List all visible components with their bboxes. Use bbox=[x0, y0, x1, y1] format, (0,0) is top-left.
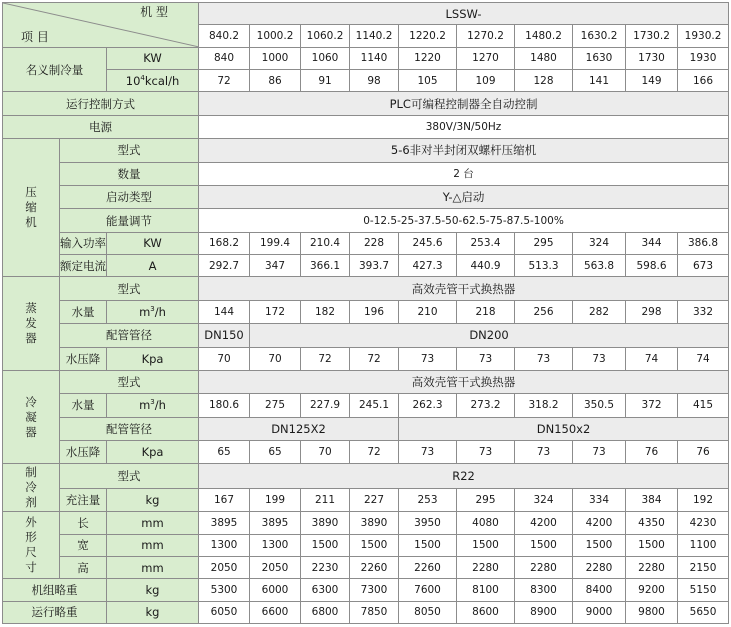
value-cell: 8400 bbox=[573, 579, 626, 601]
value-cell: 1500 bbox=[301, 534, 350, 556]
value-cell: 3950 bbox=[399, 512, 457, 534]
value-cell: 109 bbox=[457, 70, 515, 92]
value-cell: 1100 bbox=[678, 534, 729, 556]
value-cell: 840.2 bbox=[199, 25, 250, 47]
refrigerant-group-label: 制 冷 剂 bbox=[3, 464, 60, 512]
value-cell: 218 bbox=[457, 300, 515, 323]
value-cell: 167 bbox=[199, 488, 250, 511]
value-cell: 199.4 bbox=[250, 232, 301, 254]
value-cell: 513.3 bbox=[515, 255, 573, 277]
dim-width-unit: mm bbox=[107, 534, 199, 556]
refrigerant-charge-label: 充注量 bbox=[60, 488, 107, 511]
value-cell: 73 bbox=[457, 347, 515, 370]
value-cell: 73 bbox=[399, 347, 457, 370]
evaporator-flow-row bbox=[3, 300, 729, 323]
run-weight-label: 运行略重 bbox=[3, 601, 107, 623]
condenser-flow-unit: $m^3/h$ bbox=[107, 394, 199, 417]
value-cell: 72 bbox=[301, 347, 350, 370]
value-cell: 70 bbox=[250, 347, 301, 370]
refrigerant-type-label: 型式 bbox=[60, 464, 199, 488]
dim-length-unit: mm bbox=[107, 512, 199, 534]
compressor-group-label: 压 缩 机 bbox=[3, 139, 60, 277]
value-cell: 1480 bbox=[515, 47, 573, 69]
refrigerant-charge-unit: kg bbox=[107, 488, 199, 511]
condenser-flow-row bbox=[3, 394, 729, 417]
condenser-drop-unit: Kpa bbox=[107, 441, 199, 464]
value-cell: 1930 bbox=[678, 47, 729, 69]
value-cell: 128 bbox=[515, 70, 573, 92]
compressor-start-row bbox=[3, 185, 729, 208]
compressor-input-row bbox=[3, 232, 729, 254]
value-cell: 98 bbox=[350, 70, 399, 92]
compressor-input-label: 输入功率 bbox=[60, 232, 107, 254]
condenser-pipe-row bbox=[3, 417, 729, 440]
dim-height-label: 高 bbox=[60, 556, 107, 578]
value-cell: 295 bbox=[457, 488, 515, 511]
value-cell: 2050 bbox=[199, 556, 250, 578]
dim-width-label: 宽 bbox=[60, 534, 107, 556]
evaporator-pipe-row bbox=[3, 324, 729, 347]
value-cell: 8050 bbox=[399, 601, 457, 623]
capacity-label: 名义制冷量 bbox=[3, 47, 107, 92]
value-cell: 318.2 bbox=[515, 394, 573, 417]
evaporator-pipe-first: DN150 bbox=[199, 324, 250, 347]
value-cell: 2280 bbox=[573, 556, 626, 578]
dim-length-label: 长 bbox=[60, 512, 107, 534]
compressor-type-value: 5-6非对半封闭双螺杆压缩机 bbox=[199, 139, 729, 162]
value-cell: 1930.2 bbox=[678, 25, 729, 47]
value-cell: 192 bbox=[678, 488, 729, 511]
value-cell: 72 bbox=[350, 441, 399, 464]
condenser-pipe-b: DN150x2 bbox=[399, 417, 729, 440]
compressor-current-unit: A bbox=[107, 255, 199, 277]
run-weight-row bbox=[3, 601, 729, 623]
value-cell: 74 bbox=[626, 347, 678, 370]
value-cell: 1630 bbox=[573, 47, 626, 69]
value-cell: 1500 bbox=[457, 534, 515, 556]
evaporator-flow-label: 水量 bbox=[60, 300, 107, 323]
refrigerant-type-row bbox=[3, 464, 729, 488]
condenser-pipe-a: DN125X2 bbox=[199, 417, 399, 440]
value-cell: 262.3 bbox=[399, 394, 457, 417]
control-value: PLC可编程控制器全自动控制 bbox=[199, 92, 729, 115]
value-cell: 168.2 bbox=[199, 232, 250, 254]
value-cell: 1220 bbox=[399, 47, 457, 69]
value-cell: 6300 bbox=[301, 579, 350, 601]
evaporator-pipe-label: 配管管径 bbox=[60, 324, 199, 347]
compressor-start-value: Y-△启动 bbox=[199, 185, 729, 208]
value-cell: 1500 bbox=[515, 534, 573, 556]
value-cell: 2230 bbox=[301, 556, 350, 578]
spec-table bbox=[2, 2, 729, 624]
value-cell: 70 bbox=[199, 347, 250, 370]
condenser-drop-row bbox=[3, 441, 729, 464]
value-cell: 6000 bbox=[250, 579, 301, 601]
value-cell: 1500 bbox=[350, 534, 399, 556]
value-cell: 5650 bbox=[678, 601, 729, 623]
value-cell: 1480.2 bbox=[515, 25, 573, 47]
evaporator-drop-unit: Kpa bbox=[107, 347, 199, 370]
value-cell: 4080 bbox=[457, 512, 515, 534]
power-label: 电源 bbox=[3, 115, 199, 138]
value-cell: 8900 bbox=[515, 601, 573, 623]
value-cell: 141 bbox=[573, 70, 626, 92]
compressor-qty-label: 数量 bbox=[60, 162, 199, 185]
capacity-kw-unit: KW bbox=[107, 47, 199, 69]
compressor-start-label: 启动类型 bbox=[60, 185, 199, 208]
condenser-type-row bbox=[3, 370, 729, 393]
value-cell: 282 bbox=[573, 300, 626, 323]
value-cell: 1220.2 bbox=[399, 25, 457, 47]
value-cell: 7600 bbox=[399, 579, 457, 601]
value-cell: 245.6 bbox=[399, 232, 457, 254]
value-cell: 840 bbox=[199, 47, 250, 69]
value-cell: 72 bbox=[199, 70, 250, 92]
evaporator-group-label: 蒸 发 器 bbox=[3, 277, 60, 371]
condenser-type-label: 型式 bbox=[60, 370, 199, 393]
power-row bbox=[3, 115, 729, 138]
value-cell: 1270.2 bbox=[457, 25, 515, 47]
value-cell: 598.6 bbox=[626, 255, 678, 277]
value-cell: 1000.2 bbox=[250, 25, 301, 47]
value-cell: 228 bbox=[350, 232, 399, 254]
condenser-flow-label: 水量 bbox=[60, 394, 107, 417]
value-cell: 2280 bbox=[457, 556, 515, 578]
value-cell: 73 bbox=[515, 441, 573, 464]
control-label: 运行控制方式 bbox=[3, 92, 199, 115]
value-cell: 6050 bbox=[199, 601, 250, 623]
value-cell: 5300 bbox=[199, 579, 250, 601]
dim-height-row bbox=[3, 556, 729, 578]
unit-weight-row bbox=[3, 579, 729, 601]
value-cell: 295 bbox=[515, 232, 573, 254]
header-corner-cell bbox=[3, 3, 199, 48]
capacity-kcal-unit: $10^4kcal/h$ bbox=[107, 70, 199, 92]
value-cell: 6800 bbox=[301, 601, 350, 623]
value-cell: 3895 bbox=[199, 512, 250, 534]
value-cell: 196 bbox=[350, 300, 399, 323]
value-cell: 1500 bbox=[626, 534, 678, 556]
value-cell: 144 bbox=[199, 300, 250, 323]
value-cell: 1140.2 bbox=[350, 25, 399, 47]
value-cell: 2260 bbox=[399, 556, 457, 578]
evaporator-type-value: 高效壳管干式换热器 bbox=[199, 277, 729, 300]
dimensions-group-label: 外 形 尺 寸 bbox=[3, 512, 60, 579]
value-cell: 76 bbox=[678, 441, 729, 464]
value-cell: 1730.2 bbox=[626, 25, 678, 47]
value-cell: 384 bbox=[626, 488, 678, 511]
compressor-current-label: 额定电流 bbox=[60, 255, 107, 277]
value-cell: 366.1 bbox=[301, 255, 350, 277]
condenser-group-label: 冷 凝 器 bbox=[3, 370, 60, 464]
value-cell: 673 bbox=[678, 255, 729, 277]
refrigerant-charge-row bbox=[3, 488, 729, 511]
value-cell: 7300 bbox=[350, 579, 399, 601]
value-cell: 227.9 bbox=[301, 394, 350, 417]
dim-width-row bbox=[3, 534, 729, 556]
value-cell: 1300 bbox=[250, 534, 301, 556]
value-cell: 253.4 bbox=[457, 232, 515, 254]
value-cell: 1000 bbox=[250, 47, 301, 69]
run-weight-unit: kg bbox=[107, 601, 199, 623]
value-cell: 427.3 bbox=[399, 255, 457, 277]
value-cell: 72 bbox=[350, 347, 399, 370]
value-cell: 1500 bbox=[573, 534, 626, 556]
value-cell: 4200 bbox=[573, 512, 626, 534]
compressor-qty-row bbox=[3, 162, 729, 185]
compressor-current-row bbox=[3, 255, 729, 277]
condenser-type-value: 高效壳管干式换热器 bbox=[199, 370, 729, 393]
value-cell: 3895 bbox=[250, 512, 301, 534]
value-cell: 74 bbox=[678, 347, 729, 370]
value-cell: 105 bbox=[399, 70, 457, 92]
series-header: LSSW- bbox=[199, 3, 729, 25]
value-cell: 1630.2 bbox=[573, 25, 626, 47]
evaporator-drop-label: 水压降 bbox=[60, 347, 107, 370]
value-cell: 86 bbox=[250, 70, 301, 92]
value-cell: 1730 bbox=[626, 47, 678, 69]
value-cell: 8600 bbox=[457, 601, 515, 623]
value-cell: 211 bbox=[301, 488, 350, 511]
value-cell: 9200 bbox=[626, 579, 678, 601]
compressor-qty-value: 2 台 bbox=[199, 162, 729, 185]
value-cell: 73 bbox=[515, 347, 573, 370]
unit-weight-label: 机组略重 bbox=[3, 579, 107, 601]
value-cell: 227 bbox=[350, 488, 399, 511]
value-cell: 393.7 bbox=[350, 255, 399, 277]
value-cell: 1140 bbox=[350, 47, 399, 69]
value-cell: 347 bbox=[250, 255, 301, 277]
value-cell: 275 bbox=[250, 394, 301, 417]
value-cell: 9000 bbox=[573, 601, 626, 623]
value-cell: 1270 bbox=[457, 47, 515, 69]
value-cell: 199 bbox=[250, 488, 301, 511]
value-cell: 4230 bbox=[678, 512, 729, 534]
value-cell: 73 bbox=[457, 441, 515, 464]
evaporator-drop-row bbox=[3, 347, 729, 370]
value-cell: 4350 bbox=[626, 512, 678, 534]
value-cell: 440.9 bbox=[457, 255, 515, 277]
value-cell: 253 bbox=[399, 488, 457, 511]
value-cell: 172 bbox=[250, 300, 301, 323]
capacity-kcal-row bbox=[3, 70, 729, 92]
value-cell: 3890 bbox=[301, 512, 350, 534]
value-cell: 415 bbox=[678, 394, 729, 417]
value-cell: 76 bbox=[626, 441, 678, 464]
value-cell: 1300 bbox=[199, 534, 250, 556]
value-cell: 332 bbox=[678, 300, 729, 323]
value-cell: 73 bbox=[399, 441, 457, 464]
dim-height-unit: mm bbox=[107, 556, 199, 578]
value-cell: 65 bbox=[250, 441, 301, 464]
compressor-input-unit: KW bbox=[107, 232, 199, 254]
value-cell: 91 bbox=[301, 70, 350, 92]
value-cell: 2280 bbox=[626, 556, 678, 578]
value-cell: 5150 bbox=[678, 579, 729, 601]
compressor-energy-row bbox=[3, 209, 729, 232]
value-cell: 1060.2 bbox=[301, 25, 350, 47]
unit-weight-unit: kg bbox=[107, 579, 199, 601]
value-cell: 273.2 bbox=[457, 394, 515, 417]
value-cell: 386.8 bbox=[678, 232, 729, 254]
refrigerant-type-value: R22 bbox=[199, 464, 729, 488]
evaporator-pipe-rest: DN200 bbox=[250, 324, 729, 347]
compressor-type-label: 型式 bbox=[60, 139, 199, 162]
value-cell: 324 bbox=[573, 232, 626, 254]
value-cell: 372 bbox=[626, 394, 678, 417]
item-header-label: 项 目 bbox=[21, 29, 49, 44]
value-cell: 563.8 bbox=[573, 255, 626, 277]
compressor-energy-value: 0-12.5-25-37.5-50-62.5-75-87.5-100% bbox=[199, 209, 729, 232]
dim-length-row bbox=[3, 512, 729, 534]
value-cell: 256 bbox=[515, 300, 573, 323]
value-cell: 149 bbox=[626, 70, 678, 92]
evaporator-type-row bbox=[3, 277, 729, 300]
value-cell: 8100 bbox=[457, 579, 515, 601]
value-cell: 182 bbox=[301, 300, 350, 323]
value-cell: 298 bbox=[626, 300, 678, 323]
compressor-type-row bbox=[3, 139, 729, 162]
value-cell: 2150 bbox=[678, 556, 729, 578]
value-cell: 1500 bbox=[399, 534, 457, 556]
control-row bbox=[3, 92, 729, 115]
value-cell: 324 bbox=[515, 488, 573, 511]
value-cell: 210 bbox=[399, 300, 457, 323]
value-cell: 334 bbox=[573, 488, 626, 511]
value-cell: 8300 bbox=[515, 579, 573, 601]
value-cell: 7850 bbox=[350, 601, 399, 623]
value-cell: 166 bbox=[678, 70, 729, 92]
value-cell: 1060 bbox=[301, 47, 350, 69]
value-cell: 2260 bbox=[350, 556, 399, 578]
value-cell: 2050 bbox=[250, 556, 301, 578]
condenser-pipe-label: 配管管径 bbox=[60, 417, 199, 440]
value-cell: 292.7 bbox=[199, 255, 250, 277]
value-cell: 65 bbox=[199, 441, 250, 464]
value-cell: 73 bbox=[573, 441, 626, 464]
value-cell: 2280 bbox=[515, 556, 573, 578]
value-cell: 245.1 bbox=[350, 394, 399, 417]
power-value: 380V/3N/50Hz bbox=[199, 115, 729, 138]
value-cell: 6600 bbox=[250, 601, 301, 623]
value-cell: 9800 bbox=[626, 601, 678, 623]
value-cell: 3890 bbox=[350, 512, 399, 534]
value-cell: 344 bbox=[626, 232, 678, 254]
value-cell: 73 bbox=[573, 347, 626, 370]
value-cell: 4200 bbox=[515, 512, 573, 534]
condenser-drop-label: 水压降 bbox=[60, 441, 107, 464]
evaporator-type-label: 型式 bbox=[60, 277, 199, 300]
model-header-label: 机 型 bbox=[140, 5, 169, 19]
value-cell: 350.5 bbox=[573, 394, 626, 417]
capacity-kw-row bbox=[3, 47, 729, 69]
compressor-energy-label: 能量调节 bbox=[60, 209, 199, 232]
evaporator-flow-unit: $m^3/h$ bbox=[107, 300, 199, 323]
value-cell: 70 bbox=[301, 441, 350, 464]
value-cell: 210.4 bbox=[301, 232, 350, 254]
value-cell: 180.6 bbox=[199, 394, 250, 417]
